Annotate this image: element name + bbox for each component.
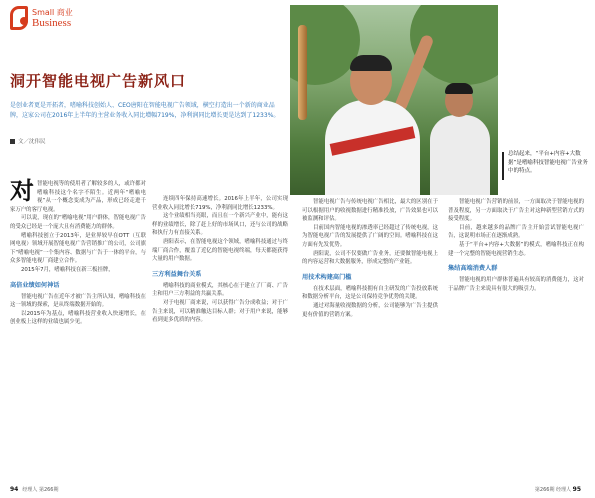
section-heading: 三方利益舞台关系: [152, 270, 202, 278]
paragraph: 唐阳说，公司不仅要做广告业务，还要做智能电视上的内容运营和大数据服务，形成完整的产业链。: [302, 250, 438, 266]
footer-right-text: 第266期 经理人: [534, 487, 572, 493]
paragraph: 对于电视厂商来说，可以获得广告分成收益；对于广告主来说，可以精准触达目标人群；对于用户来说，能够看到更多优质的内容。: [152, 299, 288, 324]
paragraph: 2015年7月，嗜喻科技在新三板挂牌，: [21, 266, 114, 273]
section-heading: 高倍业绩如何神话: [10, 281, 60, 289]
footer-left-text: 经理人 第266期: [22, 487, 59, 493]
section-heading: 集结高端消费人群: [448, 265, 498, 273]
byline-text: 文／沈伟民: [18, 139, 46, 145]
dollar-logo-icon: [10, 6, 28, 30]
magazine-logo: [10, 4, 130, 44]
paragraph: 可以说，现在的“嗜喻电视”用户群体，智能电视广告的受众已经是一个庞大且有消费能力的群体。: [10, 215, 146, 230]
page-number-right: 95: [572, 486, 581, 493]
paragraph: 智能电视广告在近年才被广告主所认知，嗜喻科技在这一领域的探索，是从终端数据开始的。: [10, 293, 146, 309]
paragraph: 目前，越来越多的品牌广告主开始尝试智能电视广告，这说明市场正在逐渐成熟。: [448, 224, 584, 240]
paragraph: 基于“平台+内容+大数据”的模式，嗜喻科技正在构建一个完整的智能电视营销生态。: [448, 241, 584, 257]
article-photo: [290, 5, 498, 195]
text-column-2: [152, 195, 288, 325]
paragraph: 目前国内智能电视的渗透率已经超过了传统电视，这为智能电视广告的发展提供了广阔的空间。嗜喻科技在这方面有先发优势。: [302, 224, 438, 248]
paragraph: 在技术层面，嗜喻科技拥有自主研发的广告投放系统和数据分析平台，这是公司保持竞争优势的关键。: [302, 285, 438, 301]
text-column-1: [10, 176, 146, 327]
logo-big-text: Business: [32, 17, 72, 29]
paragraph: 通过对海量收视数据的分析，公司能够为广告主提供更有价值的营销方案。: [302, 302, 438, 318]
paragraph: 这个业绩相当亮眼，而且在一个新兴产业中，能有这样的业绩增长，除了赶上好的市场风口，还与公司的战略和执行力有直接关系。: [152, 213, 288, 237]
article-lead: 是创业者更是开拓者，嗜喻科技创始人、CEO唐阳在智能电视广告领域，横空打造出一个新的商业品牌，这家公司在2016年上半年的主营业务收入同比增幅719%，净利润同比增长更是达到了1233%。: [10, 102, 280, 119]
byline: [10, 137, 46, 145]
logo-small-text: Small 商业: [32, 8, 73, 17]
paragraph: 以2015年为基点，嗜喻科技营业收入快速增长，在创业板上这样的业绩也属少见。: [10, 310, 146, 326]
page-number-left: 94: [10, 486, 19, 493]
article-title: 洞开智能电视广告新风口: [10, 72, 187, 90]
byline-square-icon: [10, 139, 15, 144]
drop-cap: 对: [10, 176, 34, 205]
paragraph: 唐阳表示，在智能电视这个领域，嗜喻科技通过与终端厂商合作，覆盖了近亿的智能电视终端，每天都能获得大量的用户数据。: [152, 238, 288, 263]
text-column-4: [448, 198, 584, 293]
photo-caption: 总结起来，“平台+内容+大数据”是嗜喻科技智能电视广告业务中的特点。: [508, 151, 588, 174]
footer-left: [10, 486, 59, 493]
paragraph: 嗜喻科技创立于2013年，是业界较早在OTT（互联网电视）领域开展智能电视广告营销推广的公司，公司旗下“嗜喻电视”一个集内容、数据与广告于一体的平台，与众多智能电视厂商建立合作。: [10, 232, 146, 265]
section-heading: 用技术构建高门槛: [302, 273, 352, 281]
caption-divider: [502, 152, 504, 180]
text-column-3: [302, 198, 438, 319]
paragraph: 嗜喻科技的商业模式，其核心在于建立了厂商、广告主和用户三方利益的共赢关系。: [152, 282, 288, 298]
footer-right: [535, 486, 585, 493]
paragraph: 连续四年保持高速增长。2016年上半年，公司实现营业收入同比增长719%，净利润同比增长1233%。: [152, 196, 288, 211]
paragraph: 智能电视广告与传统电视广告相比，最大的区别在于可以根据用户的收视数据进行精准投放，广告效果也可以被监测和评估。: [302, 199, 438, 223]
paragraph: 智能电视广告营销的前景，一方面取决于智能电视的普及程度，另一方面取决于广告主对这种新型营销方式的接受程度。: [448, 199, 584, 223]
paragraph: 智能电视等的使用者了解较多的人，或许都对嗜喻科技这个名字不陌生。近两年“嗜喻电视”从一个概念变成为产品，形成已经走进千家万户的客厅电视。: [10, 181, 146, 213]
paragraph: 智能电视的用户群体普遍具有较高的消费能力，这对于品牌广告主来说具有很大的吸引力。: [448, 277, 584, 292]
torch-icon: [298, 25, 307, 120]
